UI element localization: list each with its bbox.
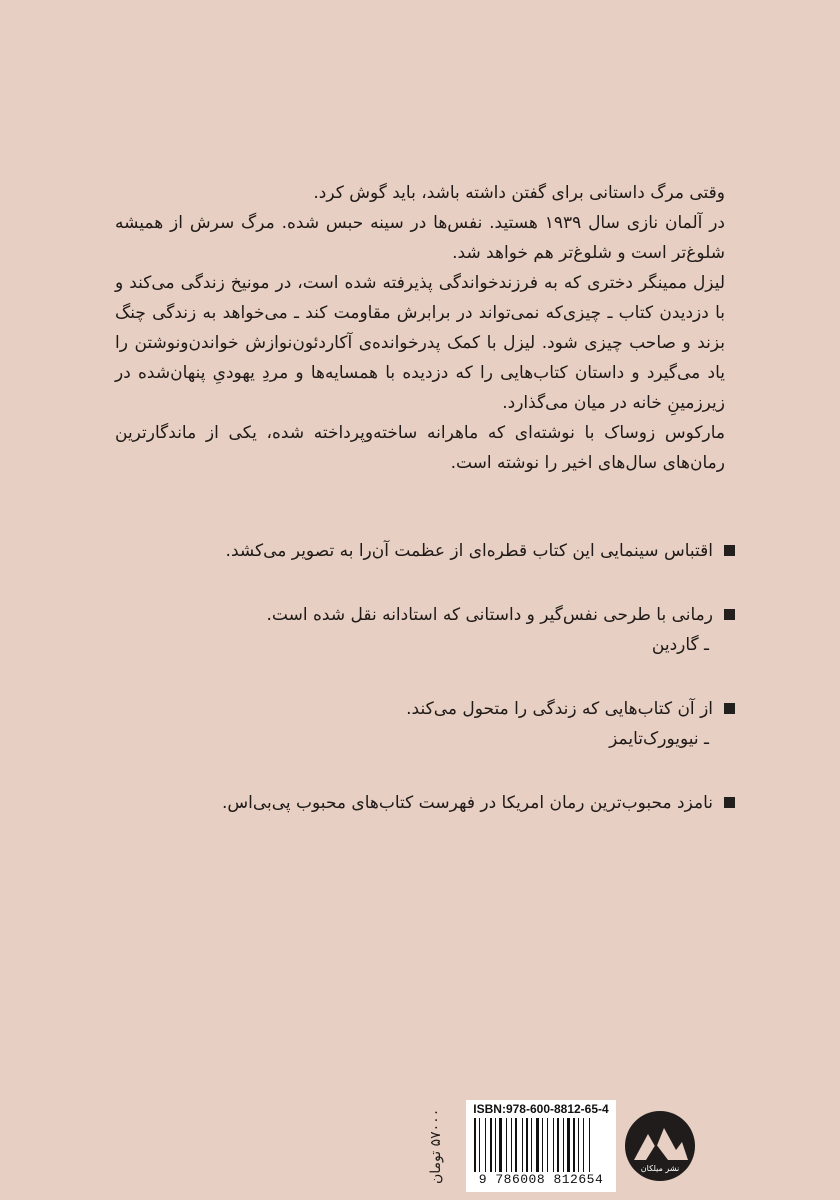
square-bullet-icon xyxy=(724,797,735,808)
quote-text: نامزد محبوب‌ترین رمان امریکا در فهرست کتاب‌های محبوب پی‌بی‌اس. xyxy=(221,793,713,813)
back-cover-footer xyxy=(0,1085,840,1200)
review-quote xyxy=(115,694,735,754)
review-quote xyxy=(115,600,735,660)
quote-source: ـ گاردین xyxy=(651,635,709,655)
square-bullet-icon xyxy=(724,703,735,714)
blurb-paragraph: لیزل ممینگر دختری که به فرزندخواندگی پذیرفته شده است، در مونیخ زندگی می‌کند و با دزدیدن کتاب ـ چیزی‌که نمی‌تواند در برابرش مقاومت کند ـ می‌خواهد به زندگی چنگ بزند و صاحب چیزی شود. لیزل با کمک پدرخوانده‌ی آکاردئون‌نوازش خواندن‌ونوشتن را یاد می‌گیرد و داستان کتاب‌هایی را که دزدیده با همسایه‌ها و مردِ یهودیِ پنهان‌شده در زیرزمینِ خانه در میان می‌گذارد. xyxy=(115,273,725,413)
quote-text: از آن کتاب‌هایی که زندگی را متحول می‌کند. xyxy=(406,699,713,719)
blurb xyxy=(115,178,725,478)
blurb-paragraph: در آلمان نازی سال ۱۹۳۹ هستید. نفس‌ها در سینه حبس شده. مرگ سرش از همیشه شلوغ‌تر است و شلوغ‌تر هم خواهد شد. xyxy=(115,213,725,263)
barcode-icon xyxy=(472,1118,610,1172)
isbn-text: ISBN:978-600-8812-65-4 xyxy=(473,1102,609,1116)
review-quote xyxy=(115,536,735,566)
isbn-barcode xyxy=(466,1100,616,1192)
publisher-name: نشر میلکان xyxy=(640,1164,680,1173)
square-bullet-icon xyxy=(724,609,735,620)
barcode-digits: 9 786008 812654 xyxy=(478,1172,604,1187)
quote-source: ـ نیویورک‌تایمز xyxy=(609,729,709,749)
quote-text: اقتباس سینمایی این کتاب قطره‌ای از عظمت آن‌را به تصویر می‌کشد. xyxy=(225,541,713,561)
blurb-paragraph: وقتی مرگ داستانی برای گفتن داشته باشد، باید گوش کرد. xyxy=(313,183,725,203)
blurb-paragraph: مارکوس زوساک با نوشته‌ای که ماهرانه ساخته‌وپرداخته شده، یکی از ماندگارترین رمان‌های سال‌های اخیر را نوشته است. xyxy=(115,423,725,473)
price-label: ۵۷۰۰۰ تومان xyxy=(428,1108,444,1184)
quote-text: رمانی با طرحی نفس‌گیر و داستانی که استادانه نقل شده است. xyxy=(266,605,713,625)
review-quotes xyxy=(115,536,735,852)
review-quote xyxy=(115,788,735,818)
square-bullet-icon xyxy=(724,545,735,556)
